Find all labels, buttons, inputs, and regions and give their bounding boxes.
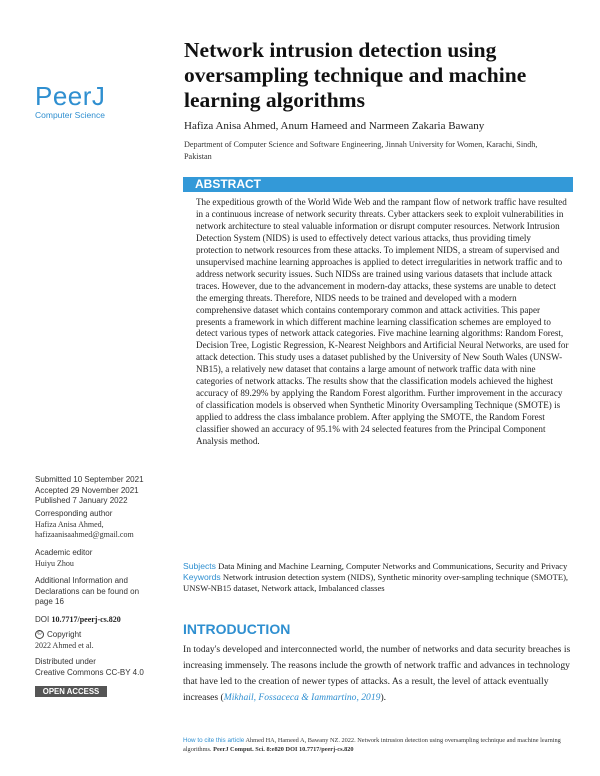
accepted-date: Accepted 29 November 2021	[35, 485, 139, 495]
sidebar-corresponding	[35, 509, 134, 541]
published-date: Published 7 January 2022	[35, 496, 128, 505]
cite-text: Ahmed HA, Hameed A, Bawany NZ. 2022. Network intrusion detection using oversampling technique and machine learning algorithms.	[183, 737, 561, 753]
sidebar-doi	[35, 615, 121, 626]
subjects-label: Subjects	[183, 561, 216, 571]
submitted-date: Submitted 10 September 2021	[35, 475, 144, 484]
keywords-line	[183, 572, 573, 594]
sidebar-copyright	[35, 630, 94, 651]
editor-label: Academic editor	[35, 548, 93, 557]
logo-subtitle: Computer Science	[35, 110, 105, 120]
copyright-holder: 2022 Ahmed et al.	[35, 640, 94, 650]
abstract-text: The expeditious growth of the World Wide Web and the rampant flow of network traffic have resulted in a continuous increase of network security threats. Cyber attackers seek to exploit vulnerabilities in network architecture to steal valuable information or disrupt computer resources. Network Intrusion Detection System (NIDS) is used to effectively detect various attacks, thus providing timely protection to network resources from these attacks. To implement NIDS, a stream of supervised and unsupervised machine learning approaches is applied to detect irregularities in network traffic and to address network security issues. Such NIDSs are trained using various datasets that include attack traces. However, due to the advancement in modern-day attacks, these systems are unable to detect the emerging threats. Therefore, NIDS needs to be trained and developed with a modern comprehensive dataset which contains contemporary common and attack activities. This paper presents a framework in which different machine learning classification schemes are employed to detect various types of network attack categories. Five machine learning algorithms: Random Forest, Decision Tree, Logistic Regression, K-Nearest Neighbors and Artificial Neural Networks, are used for attack detection. This study uses a dataset published by the University of New South Wales (UNSW-NB15), a relatively new dataset that contains a large amount of network traffic data with nine categories of network attacks. The results show that the classification models achieved the highest accuracy of 89.29% by applying the Random Forest algorithm. Further improvement in the accuracy of classification models is observed when Synthetic Minority Oversampling Technique (SMOTE) is applied to address the class imbalance problem. After applying the SMOTE, the Random Forest classifier showed an accuracy of 95.1% with 24 selected features from the Principal Component Analysis method.	[196, 197, 569, 447]
copyright-label: Copyright	[47, 630, 82, 639]
cite-volume: 8:e820	[266, 745, 284, 753]
keywords-text: Network intrusion detection system (NIDS), Synthetic minority over-sampling technique (SMOTE), UNSW-NB15 dataset, Network attack, Imbalanced classes	[183, 572, 569, 593]
doi-label: DOI	[35, 615, 50, 624]
keywords-label: Keywords	[183, 572, 221, 582]
introduction-end: ).	[380, 692, 387, 704]
cite-label: How to cite this article	[183, 737, 245, 744]
introduction-body: In today's developed and interconnected world, the number of networks and data security breaches is increasing immensely. The reasons include the growth of network traffic and advances in technology that have led to the creation of newer types of attacks. As a result, the level of attack eventually increases (	[183, 644, 571, 704]
sidebar-editor	[35, 548, 92, 569]
corresponding-label: Corresponding author	[35, 509, 113, 518]
abstract-heading: ABSTRACT	[195, 177, 261, 191]
introduction-text	[183, 642, 573, 706]
editor-name: Huiyu Zhou	[35, 558, 74, 568]
citation-footer	[183, 737, 573, 754]
author-list: Hafiza Anisa Ahmed, Anum Hameed and Narmeen Zakaria Bawany	[184, 120, 485, 132]
corresponding-name: Hafiza Anisa Ahmed,	[35, 519, 104, 529]
paper-title: Network intrusion detection using oversampling technique and machine learning algorithms	[184, 38, 527, 112]
sidebar-license	[35, 657, 144, 678]
subjects-keywords	[183, 561, 573, 594]
additional-info-link[interactable]: Additional Information and Declarations can be found on page 16	[35, 576, 140, 606]
sidebar-dates	[35, 475, 144, 507]
subjects-text: Data Mining and Machine Learning, Computer Networks and Communications, Security and Privacy	[218, 561, 568, 571]
open-access-badge: OPEN ACCESS	[35, 686, 107, 697]
cite-journal: PeerJ Comput. Sci.	[213, 745, 265, 753]
logo-wordmark: PeerJ	[35, 81, 106, 111]
journal-logo	[35, 82, 125, 120]
citation-link[interactable]: Mikhail, Fossaceca & Iammartino, 2019	[223, 692, 381, 704]
doi-link[interactable]: 10.7717/peerj-cs.820	[51, 615, 121, 624]
cite-doi[interactable]: DOI 10.7717/peerj-cs.820	[285, 745, 354, 753]
affiliation: Department of Computer Science and Software Engineering, Jinnah University for Women, Karachi, Sindh, Pakistan	[184, 140, 538, 161]
introduction-heading: INTRODUCTION	[183, 621, 291, 637]
license-link[interactable]: Creative Commons CC-BY 4.0	[35, 667, 144, 677]
subjects-line	[183, 561, 573, 572]
copyright-icon: ©	[35, 630, 44, 639]
corresponding-email[interactable]: hafizaanisaahmed@gmail.com	[35, 530, 134, 539]
distributed-label: Distributed under	[35, 657, 96, 666]
